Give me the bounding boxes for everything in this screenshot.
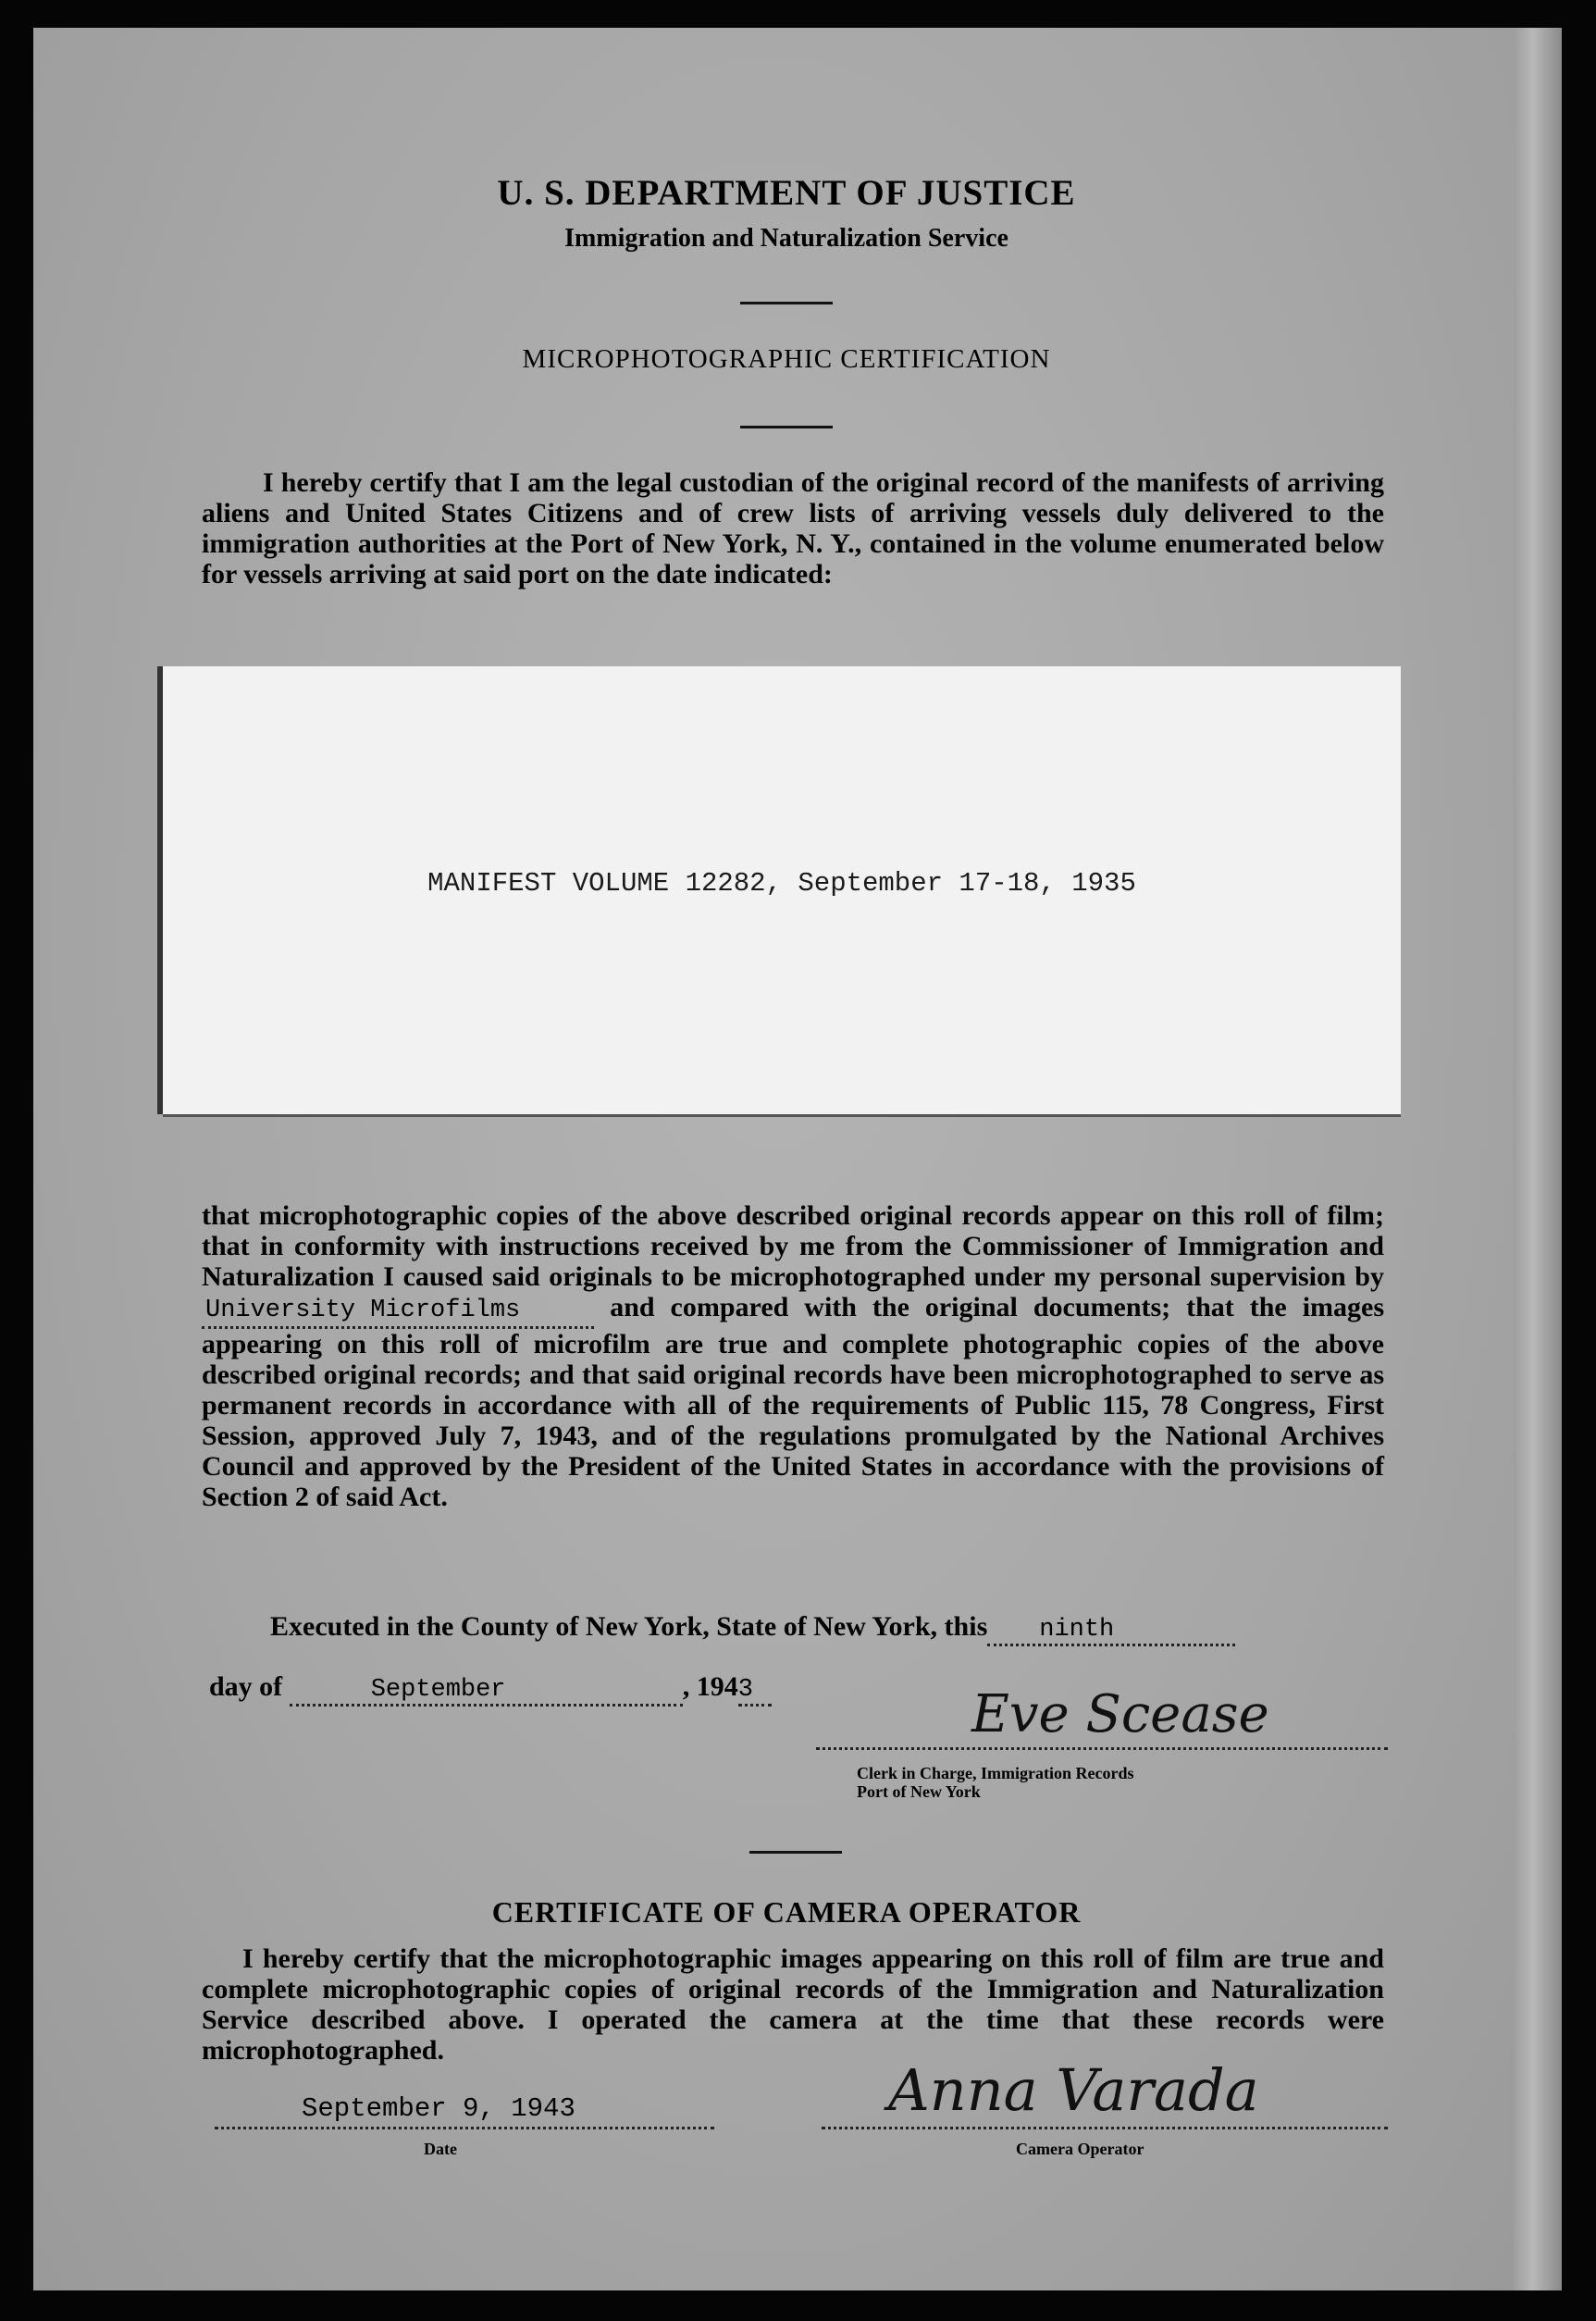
volume-card: [163, 666, 1401, 1114]
clerk-title: [857, 1764, 1133, 1801]
camera-operator-signature: Anna Varada: [888, 2056, 1259, 2124]
year-digit: 3: [738, 1676, 772, 1707]
month-value: September: [370, 1676, 506, 1704]
manifest-volume-label: MANIFEST VOLUME 12282, September 17-18, 1935: [427, 868, 1136, 899]
certification-text-part1: that microphotographic copies of the above described original records appear on this roll of film; that in conformity with instructions received by me from the Commissioner of Immigration and Naturalization I caused said originals to be microphotographed under my personal supervision by: [202, 1200, 1384, 1292]
camera-operator-title: CERTIFICATE OF CAMERA OPERATOR: [491, 1895, 1082, 1929]
microfilm-company-value: University Microfilms: [205, 1297, 521, 1324]
executed-line: [270, 1611, 1235, 1646]
certification-text-part2: and compared with the original documents; that the images appearing on this roll of microfilm are true and complete photographic copies of the above described original records; and that said original records have been microphotographed to serve as permanent records in accordance with all of the requirements of Public 115, 78 Congress, First Session, approved July 7, 1943, and of the regulations promulgated by the National Archives Council and approved by the President of the United States in accordance with the provisions of Section 2 of said Act.: [202, 1292, 1385, 1512]
executed-prefix: Executed in the County of New York, State of New York, this: [270, 1611, 988, 1642]
certification-paragraph: [202, 1200, 1384, 1512]
certification-title: MICROPHOTOGRAPHIC CERTIFICATION: [522, 344, 1051, 374]
service-subheading: Immigration and Naturalization Service: [564, 224, 1008, 253]
camera-operator-label: Camera Operator: [1016, 2140, 1144, 2158]
department-heading: U. S. DEPARTMENT OF JUSTICE: [497, 173, 1076, 213]
day-of-label: day of: [209, 1671, 283, 1702]
day-field: [987, 1616, 1235, 1646]
divider: [749, 1851, 842, 1854]
date-label: Date: [424, 2140, 457, 2158]
divider: [740, 426, 833, 428]
date-line: [209, 1671, 772, 1707]
microfilm-company-field: [202, 1296, 594, 1329]
month-field: [290, 1676, 683, 1707]
custodian-paragraph: I hereby certify that I am the legal custodian of the original record of the manifests of arriving aliens and United States Citizens and of crew lists of arriving vessels duly delivered to the immigration authorities at the Port of New York, N. Y., contained in the volume enumerated below for vessels arriving at said port on the date indicated:: [202, 467, 1384, 590]
camera-date-line: [215, 2127, 714, 2129]
clerk-title-line1: Clerk in Charge, Immigration Records: [857, 1764, 1134, 1782]
camera-operator-paragraph: I hereby certify that the microphotographic images appearing on this roll of film are true and complete microphotographic copies of original records of the Immigration and Naturalization Service described above. I operated the camera at the time that these records were microphotographed.: [202, 1943, 1384, 2066]
camera-date-value: September 9, 1943: [302, 2093, 575, 2124]
divider: [740, 302, 833, 304]
day-value: ninth: [1039, 1616, 1115, 1644]
camera-operator-signature-line: [822, 2127, 1388, 2129]
year-prefix: , 194: [682, 1671, 738, 1702]
clerk-signature-line: [816, 1747, 1388, 1750]
clerk-title-line2: Port of New York: [857, 1782, 981, 1801]
clerk-signature: Eve Scease: [971, 1684, 1269, 1744]
